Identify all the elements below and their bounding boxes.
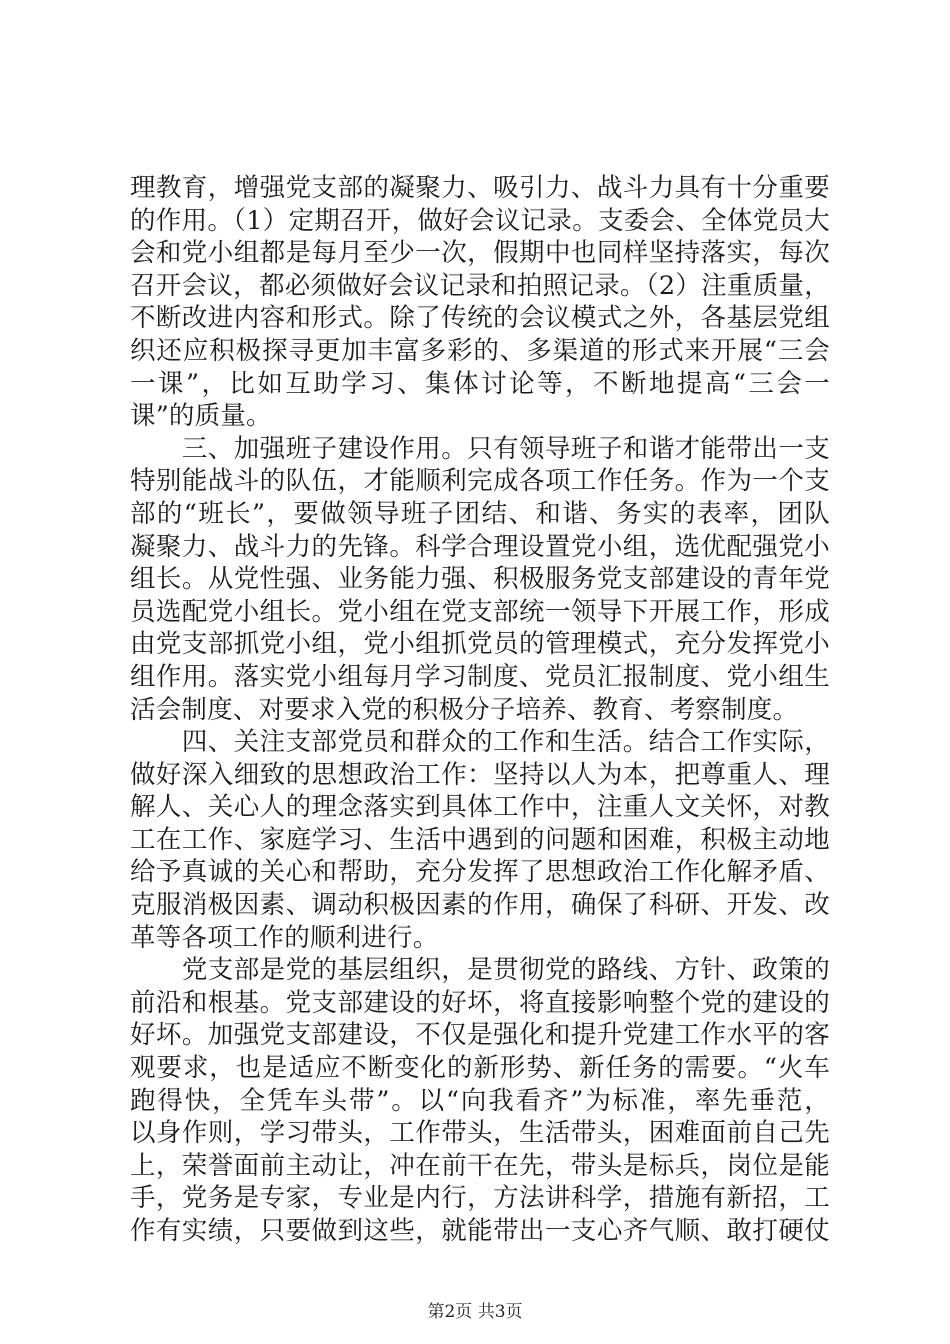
- text-line: 好坏。加强党支部建设，不仅是强化和提升党建工作水平的客: [130, 1020, 830, 1051]
- text-line: 四、关注支部党员和群众的工作和生活。结合工作实际，: [130, 727, 830, 758]
- text-line: 不断改进内容和形式。除了传统的会议模式之外，各基层党组: [130, 303, 830, 334]
- text-line: 前沿和根基。党支部建设的好坏，将直接影响整个党的建设的: [130, 987, 830, 1018]
- text-line: 由党支部抓党小组，党小组抓党员的管理模式，充分发挥党小: [130, 629, 830, 660]
- text-line: 解人、关心人的理念落实到具体工作中，注重人文关怀，对教: [130, 792, 830, 823]
- text-line: 以身作则，学习带头，工作带头，生活带头，困难面前自己先: [130, 1118, 830, 1149]
- text-line: 特别能战斗的队伍，才能顺利完成各项工作任务。作为一个支: [130, 466, 830, 497]
- text-line: 上，荣誉面前主动让，冲在前干在先，带头是标兵，岗位是能: [130, 1150, 830, 1181]
- text-line: 一课”，比如互助学习、集体讨论等，不断地提高“三会一: [130, 368, 830, 399]
- text-line: 跑得快，全凭车头带”。以“向我看齐”为标准，率先垂范，: [130, 1085, 830, 1116]
- text-line: 工在工作、家庭学习、生活中遇到的问题和困难，积极主动地: [130, 824, 830, 855]
- text-line: 员选配党小组长。党小组在党支部统一领导下开展工作，形成: [130, 596, 830, 627]
- text-line: 做好深入细致的思想政治工作：坚持以人为本，把尊重人、理: [130, 759, 830, 790]
- text-line: 会和党小组都是每月至少一次，假期中也同样坚持落实，每次: [130, 238, 830, 269]
- document-body: [130, 172, 830, 1248]
- text-line: 党支部是党的基层组织，是贯彻党的路线、方针、政策的: [130, 955, 830, 986]
- text-line: 手，党务是专家，专业是内行，方法讲科学，措施有新招，工: [130, 1183, 830, 1214]
- text-line: 观要求，也是适应不断变化的新形势、新任务的需要。“火车: [130, 1053, 830, 1084]
- page-footer: 第2页 共3页: [427, 1302, 523, 1322]
- text-line: 活会制度、对要求入党的积极分子培养、教育、考察制度。: [130, 694, 799, 725]
- text-line: 织还应积极探寻更加丰富多彩的、多渠道的形式来开展“三会: [130, 335, 830, 366]
- text-line: 给予真诚的关心和帮助，充分发挥了思想政治工作化解矛盾、: [130, 857, 830, 888]
- text-line: 克服消极因素、调动积极因素的作用，确保了科研、开发、改: [130, 890, 830, 921]
- text-line: 三、加强班子建设作用。只有领导班子和谐才能带出一支: [130, 433, 830, 464]
- text-line: 理教育，增强党支部的凝聚力、吸引力、战斗力具有十分重要: [130, 173, 830, 203]
- text-line: 组长。从党性强、业务能力强、积极服务党支部建设的青年党: [130, 564, 830, 595]
- text-line: 组作用。落实党小组每月学习制度、党员汇报制度、党小组生: [130, 661, 830, 692]
- text-line: 课”的质量。: [130, 401, 272, 432]
- text-line: 革等各项工作的顺利进行。: [130, 922, 439, 953]
- text-line: 的作用。（1）定期召开，做好会议记录。支委会、全体党员大: [130, 205, 830, 236]
- text-line: 召开会议，都必须做好会议记录和拍照记录。（2）注重质量，: [130, 270, 830, 301]
- text-line: 作有实绩，只要做到这些，就能带出一支心齐气顺、敢打硬仗: [130, 1216, 830, 1246]
- text-line: 部的“班长”，要做领导班子团结、和谐、务实的表率，团队: [130, 498, 830, 529]
- text-line: 凝聚力、战斗力的先锋。科学合理设置党小组，选优配强党小: [130, 531, 830, 562]
